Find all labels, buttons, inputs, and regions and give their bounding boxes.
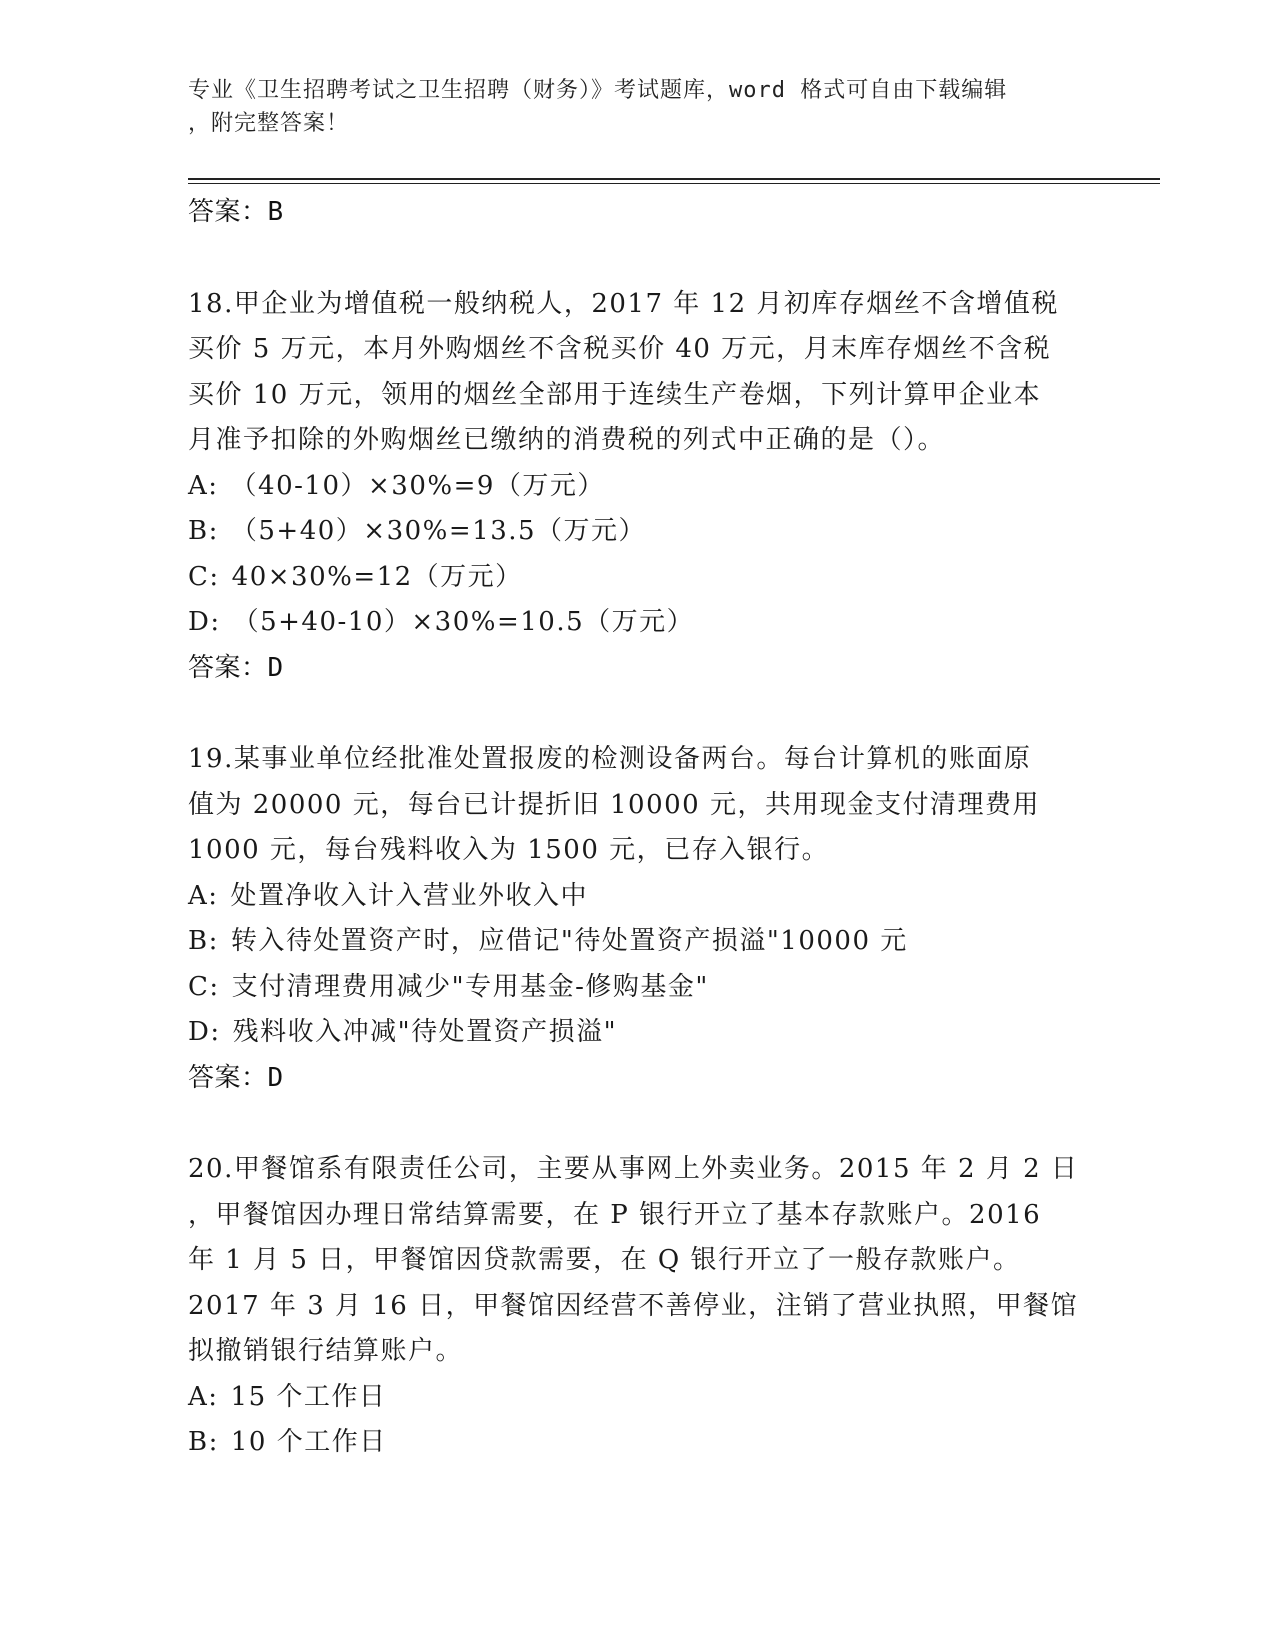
option-key: A: bbox=[188, 880, 219, 911]
previous-answer: 答案：B bbox=[188, 197, 284, 227]
question-text-line: 20.甲餐馆系有限责任公司，主要从事网上外卖业务。2015 年 2 月 2 日 bbox=[188, 1154, 1079, 1184]
option-key: B: bbox=[188, 1427, 219, 1457]
option-text: （40-10）×30%=9（万元） bbox=[230, 470, 605, 501]
option-key: C: bbox=[188, 561, 220, 592]
option-text: 残料收入冲减"待处置资产损溢" bbox=[232, 1017, 618, 1047]
option-key: D: bbox=[188, 607, 221, 637]
option-text: 转入待处置资产时，应借记"待处置资产损溢"10000 元 bbox=[230, 926, 908, 956]
page-header bbox=[188, 74, 1088, 140]
question-text-line: 月准予扣除的外购烟丝已缴纳的消费税的列式中正确的是（）。 bbox=[188, 425, 946, 455]
option-a bbox=[188, 874, 1088, 920]
question-text-line: 买价 10 万元，领用的烟丝全部用于连续生产卷烟，下列计算甲企业本 bbox=[188, 379, 1042, 410]
option-d bbox=[188, 600, 1088, 646]
option-text: 支付清理费用减少"专用基金-修购基金" bbox=[231, 971, 709, 1002]
option-c bbox=[188, 555, 1088, 601]
option-b bbox=[188, 919, 1088, 965]
option-key: B: bbox=[188, 516, 219, 546]
spacer bbox=[188, 1101, 1088, 1147]
question-19-text bbox=[188, 737, 1088, 874]
question-text-line: 值为 20000 元，每台已计提折旧 10000 元，共用现金支付清理费用 bbox=[188, 789, 1040, 820]
question-text-line: 19.某事业单位经批准处置报废的检测设备两台。每台计算机的账面原 bbox=[188, 744, 1032, 774]
question-19 bbox=[188, 737, 1088, 1101]
question-text-line: ，甲餐馆因办理日常结算需要，在 P 银行开立了基本存款账户。2016 bbox=[188, 1199, 1042, 1230]
question-18-answer: 答案：D bbox=[188, 652, 284, 683]
header-line-1: 专业《卫生招聘考试之卫生招聘（财务）》考试题库，word 格式可自由下载编辑 bbox=[188, 78, 1008, 103]
question-20 bbox=[188, 1147, 1088, 1466]
main-content bbox=[188, 190, 1088, 1466]
option-key: A: bbox=[188, 1381, 219, 1412]
question-text-line: 2017 年 3 月 16 日，甲餐馆因经营不善停业，注销了营业执照，甲餐馆 bbox=[188, 1290, 1079, 1321]
option-b bbox=[188, 509, 1088, 555]
spacer bbox=[188, 691, 1088, 737]
option-text: 15 个工作日 bbox=[230, 1381, 387, 1412]
spacer bbox=[188, 236, 1088, 282]
option-a bbox=[188, 464, 1088, 510]
question-text-line: 18.甲企业为增值税一般纳税人，2017 年 12 月初库存烟丝不含增值税 bbox=[188, 288, 1059, 319]
option-d bbox=[188, 1010, 1088, 1056]
question-text-line: 拟撤销银行结算账户。 bbox=[188, 1336, 464, 1366]
option-c bbox=[188, 965, 1088, 1011]
option-key: D: bbox=[188, 1017, 221, 1047]
option-text: 40×30%=12（万元） bbox=[231, 561, 523, 592]
option-a bbox=[188, 1375, 1088, 1421]
option-text: （5+40-10）×30%=10.5（万元） bbox=[232, 607, 695, 637]
option-key: C: bbox=[188, 971, 220, 1002]
header-divider-thin bbox=[188, 183, 1160, 184]
question-18 bbox=[188, 282, 1088, 692]
question-text-line: 买价 5 万元，本月外购烟丝不含税买价 40 万元，月末库存烟丝不含税 bbox=[188, 334, 1052, 364]
header-line-2: ，附完整答案！ bbox=[188, 111, 350, 136]
option-text: 10 个工作日 bbox=[230, 1427, 387, 1457]
question-19-answer: 答案：D bbox=[188, 1062, 284, 1093]
option-key: A: bbox=[188, 470, 219, 501]
option-text: （5+40）×30%=13.5（万元） bbox=[230, 516, 647, 546]
question-text-line: 年 1 月 5 日，甲餐馆因贷款需要，在 Q 银行开立了一般存款账户。 bbox=[188, 1245, 1021, 1275]
question-18-text bbox=[188, 282, 1088, 464]
option-key: B: bbox=[188, 926, 219, 956]
header-divider bbox=[188, 178, 1160, 180]
option-text: 处置净收入计入营业外收入中 bbox=[230, 880, 589, 911]
option-b bbox=[188, 1420, 1088, 1466]
question-20-text bbox=[188, 1147, 1088, 1375]
question-text-line: 1000 元，每台残料收入为 1500 元，已存入银行。 bbox=[188, 835, 830, 865]
